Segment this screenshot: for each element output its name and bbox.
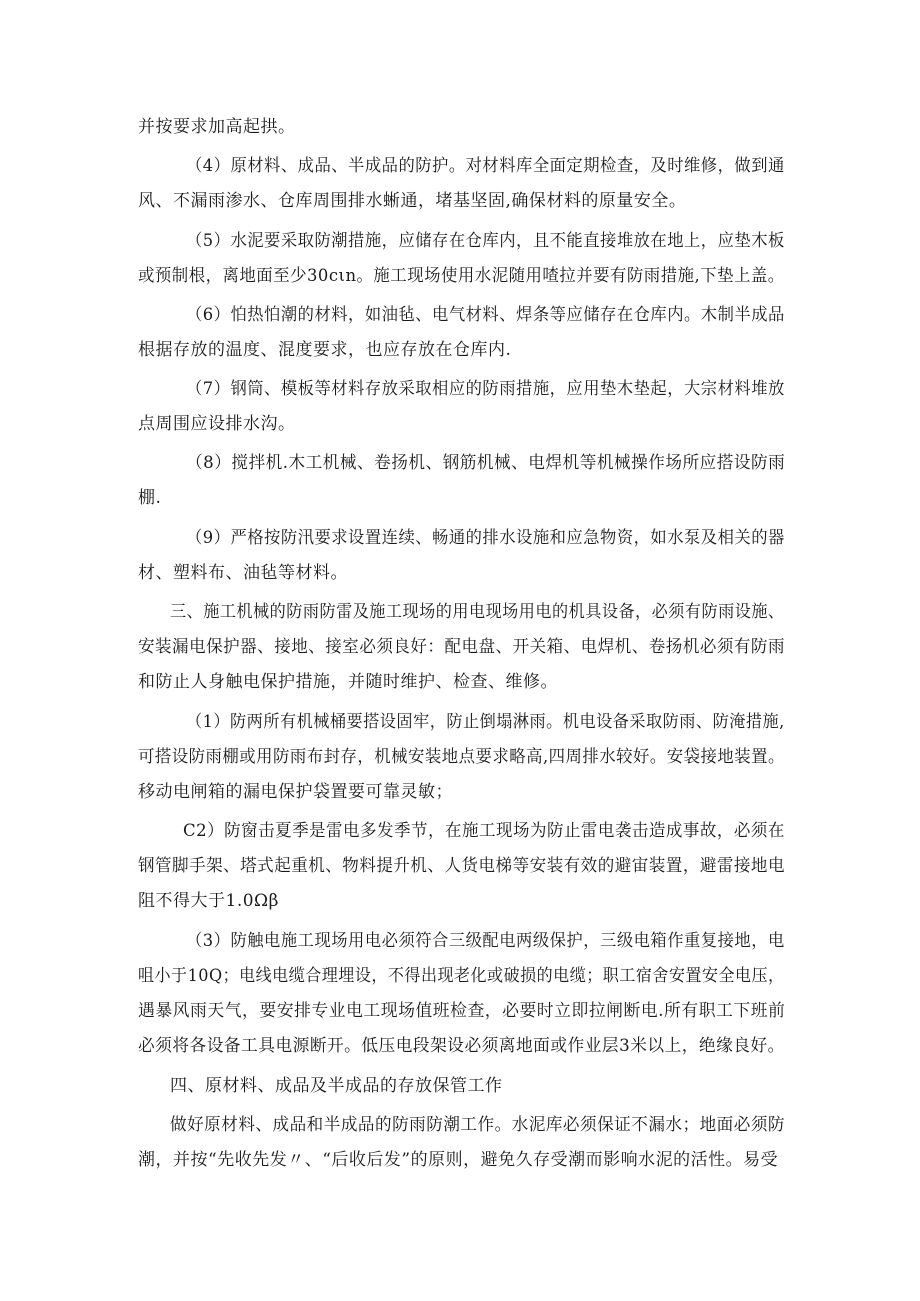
text-line: （3）防触电施工现场用电必须符合三级配电两级保护，三级电箱作重复接地，电 bbox=[186, 931, 785, 951]
text-line: （7）钢筒、模板等材料存放采取相应的防雨措施，应用垫木垫起，大宗材料堆放 bbox=[186, 379, 785, 399]
text-line: 钢管脚手架、塔式起重机、物料提升机、人货电梯等安装有效的避宙装置，避雷接地电 bbox=[138, 856, 785, 876]
text-line: 棚. bbox=[138, 488, 162, 508]
text-line: 做好原材料、成品和半成品的防雨防潮工作。水泥库必须保证不漏水；地面必须防 bbox=[170, 1115, 786, 1135]
text-line: 咀小于10Q；电线电缆合理埋设，不得出现老化或破损的电缆；职工宿舍安置安全电压， bbox=[138, 966, 785, 986]
text-line: 风、不漏雨渗水、仓库周围排水蜥通，堵基坚固,确保材料的原量安全。 bbox=[138, 191, 687, 211]
text-line: 可搭设防雨棚或用防雨布封存，机械安装地点要求略高,四周排水较好。安袋接地装置。 bbox=[138, 747, 785, 767]
text-line: 阻不得大于1.0Ωβ bbox=[138, 891, 279, 911]
text-line: （6）怕热怕潮的材料，如油毡、电气材料、焊条等应储存在仓库内。木制半成品 bbox=[186, 305, 785, 325]
text-line: C2）防窗击夏季是雷电多发季节，在施工现场为防止雷电袭击造成事故，必须在 bbox=[183, 821, 785, 841]
text-line: 根据存放的温度、混度要求，也应存放在仓库内. bbox=[138, 340, 512, 360]
text-line: 遇暴风雨天气，要安排专业电工现场值班检查，必要时立即拉闸断电.所有职工下班前 bbox=[138, 1001, 786, 1021]
text-line: （4）原材料、成品、半成品的防护。对材料库全面定期检查，及时维修，做到通 bbox=[186, 156, 785, 176]
text-line: 或预制根，离地面至少30cιn。施工现场使用水泥随用喳拉并要有防雨措施,下垫上盖。 bbox=[138, 266, 785, 286]
text-line: 和防止人身触电保护措施，并随时维护、检查、维修。 bbox=[138, 672, 558, 692]
text-line: 安装漏电保护器、接地、接室必须良好：配电盘、开关箱、电焊机、卷扬机必须有防雨 bbox=[138, 637, 785, 657]
text-line: 材、塑料布、油毡等材料。 bbox=[138, 563, 348, 583]
text-line: 潮，并按“先收先发〃、“后收后发”的原则，避免久存受潮而影响水泥的活性。易受 bbox=[138, 1150, 779, 1170]
text-line: （1）防两所有机械桶要搭设固牢，防止倒塌淋雨。机电设备采取防雨、防淹措施, bbox=[186, 712, 785, 732]
text-line: （5）水泥要采取防潮措施，应储存在仓库内，且不能直接堆放在地上，应垫木板 bbox=[186, 231, 785, 251]
text-line: （8）搅拌机.木工机械、卷扬机、钢筋机械、电焊机等机械操作场所应搭设防雨 bbox=[186, 453, 786, 473]
text-line: 三、施工机械的防雨防雷及施工现场的用电现场用电的机具设备，必须有防雨设施、 bbox=[170, 602, 785, 622]
text-line: （9）严格按防汛要求设置连续、畅通的排水设施和应急物资，如水泵及相关的器 bbox=[186, 528, 785, 548]
text-line: 移动电闸箱的漏电保护袋置要可靠灵敏； bbox=[138, 782, 453, 802]
text-line: 并按要求加高起拱。 bbox=[138, 117, 296, 137]
text-line: 点周围应设排水沟。 bbox=[138, 414, 296, 434]
text-line: 必须将各设备工具电源断开。低压电段架设必须离地面或作业层3米以上，绝缘良好。 bbox=[138, 1036, 785, 1056]
section-heading: 四、原材料、成品及半成品的存放保管工作 bbox=[170, 1076, 503, 1096]
